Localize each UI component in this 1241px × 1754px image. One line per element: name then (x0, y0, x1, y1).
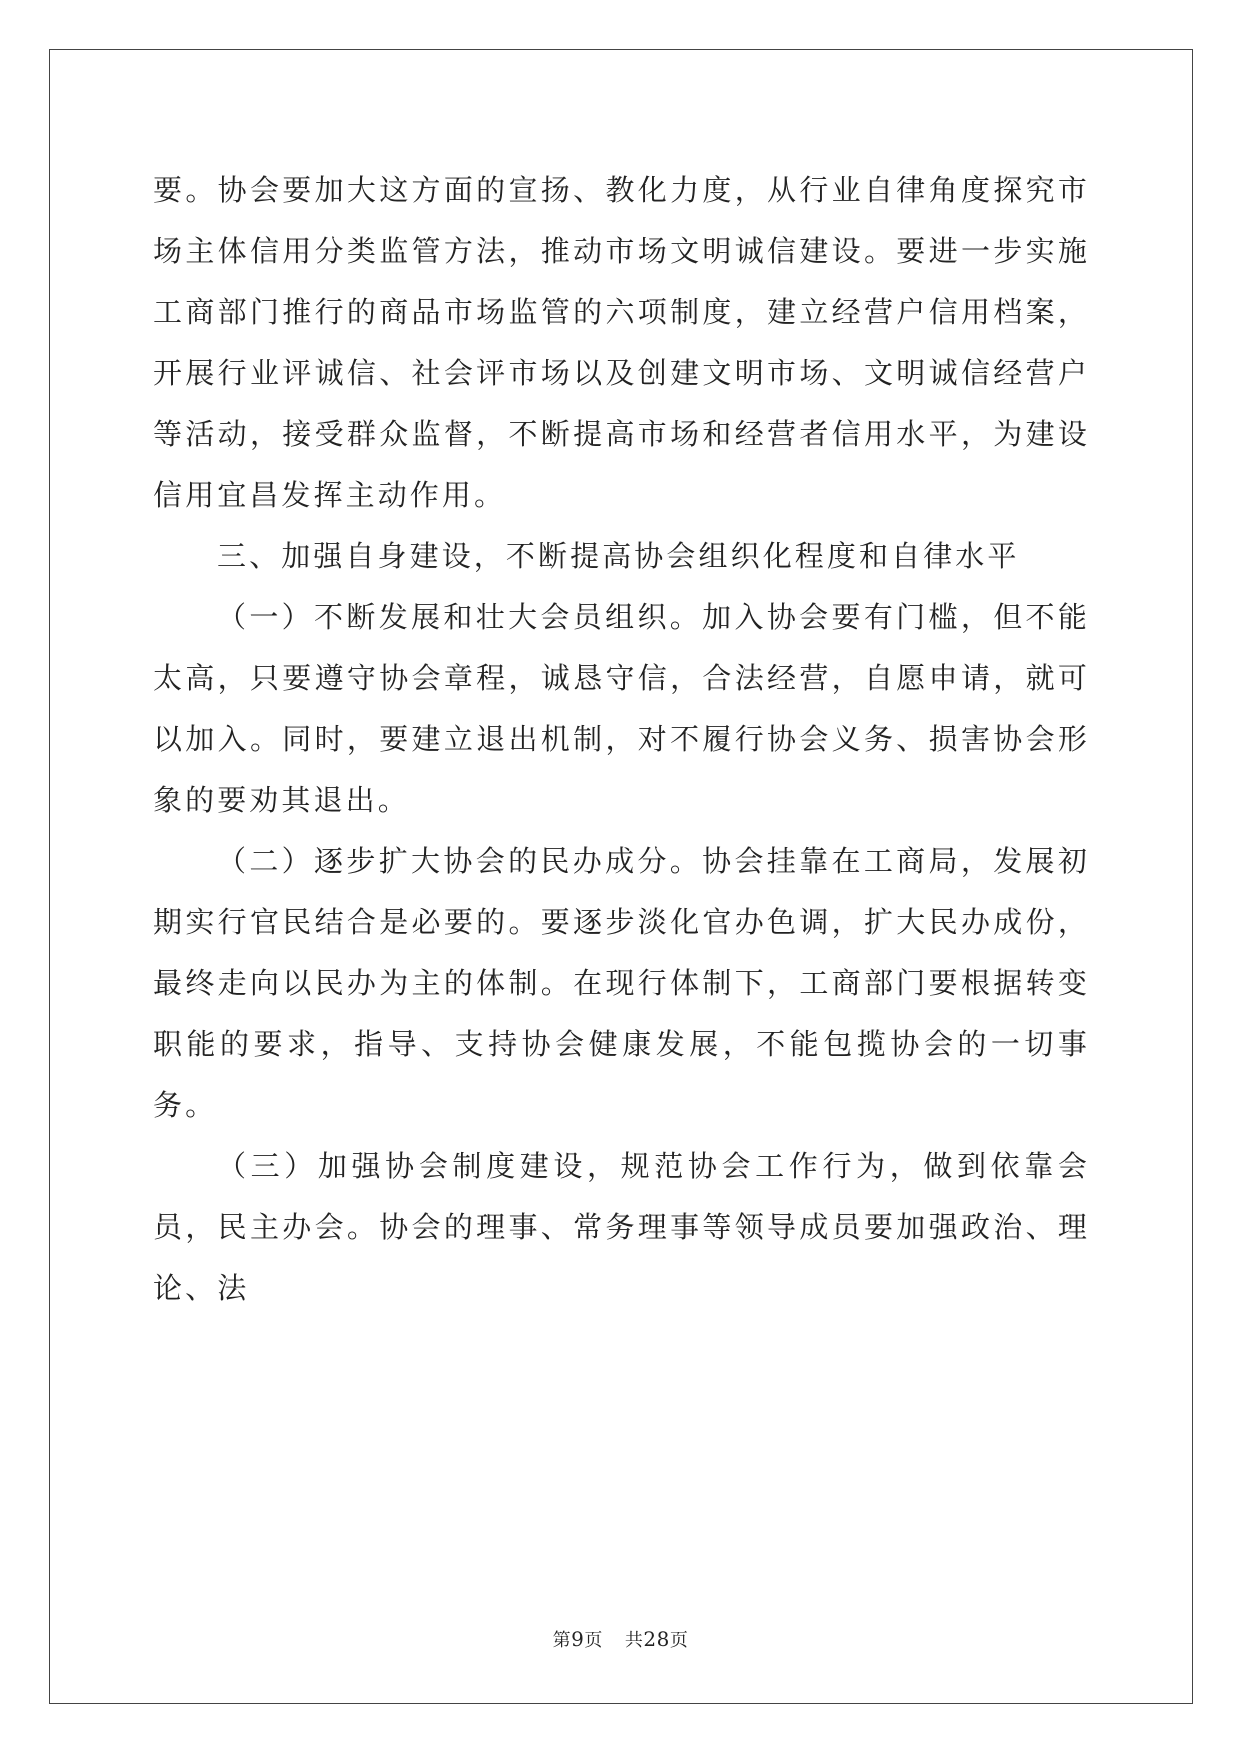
paragraph-membership: （一）不断发展和壮大会员组织。加入协会要有门槛，但不能太高，只要遵守协会章程，诚恳守信，合法经营，自愿申请，就可以加入。同时，要建立退出机制，对不履行协会义务、损害协会形象的要劝其退出。 (153, 600, 1090, 817)
paragraph-continuation: 要。协会要加大这方面的宣扬、教化力度，从行业自律角度探究市场主体信用分类监管方法，推动市场文明诚信建设。要进一步实施工商部门推行的商品市场监管的六项制度，建立经营户信用档案，开展行业评诚信、社会评市场以及创建文明市场、文明诚信经营户等活动，接受群众监督，不断提高市场和经营者信用水平，为建设信用宜昌发挥主动作用。 (153, 173, 1090, 512)
paragraph-system-building: （三）加强协会制度建设，规范协会工作行为，做到依靠会员，民主办会。协会的理事、常务理事等领导成员要加强政治、理论、法 (153, 1149, 1090, 1305)
total-prefix: 共 (624, 1630, 644, 1651)
section-heading: 三、加强自身建设，不断提高协会组织化程度和自律水平 (217, 539, 1020, 573)
total-pages: 28 (643, 1627, 670, 1651)
paragraph-private-sector: （二）逐步扩大协会的民办成分。协会挂靠在工商局，发展初期实行官民结合是必要的。要逐步淡化官办色调，扩大民办成份，最终走向以民办为主的体制。在现行体制下，工商部门要根据转变职能的要求，指导、支持协会健康发展，不能包揽协会的一切事务。 (153, 844, 1090, 1122)
page-suffix: 页 (584, 1630, 603, 1651)
total-suffix: 页 (669, 1630, 689, 1651)
document-body (153, 160, 1090, 1319)
page-number: 9 (571, 1627, 585, 1651)
page-footer (0, 1626, 1241, 1652)
page-prefix: 第 (552, 1630, 572, 1651)
